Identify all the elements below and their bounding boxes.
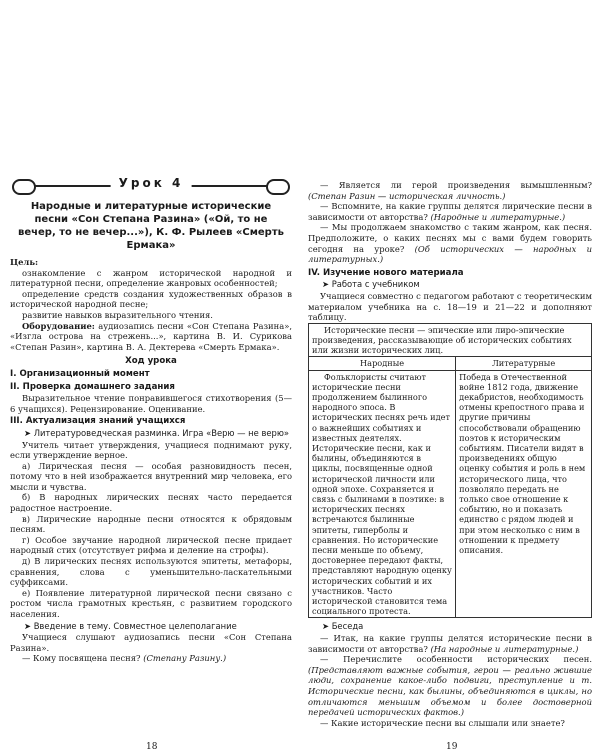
answer: (Народные и литературные.) <box>430 211 566 222</box>
question: — Вспомните, на какие группы делятся лирические песни в зависимости от авторства? <box>308 201 592 222</box>
table-cell-folk: Фольклористы считают исторические песни продолжением былинного народного эпоса. В исторических песнях речь идет о важнейших событиях и известных деятелях. Исторические песни, как и былины, объединяются в циклы, посвященные одной исторической личности или одной эпохе. Сохраняется и связь с былинами в поэтике: в исторических песнях встречаются былинные эпитеты, гиперболы и сравнения. Но исторические песни меньше по объему, достовернее передают факты, представляют народную оценку исторических событий и их участников. Часто исторической становится тема социального протеста. <box>309 370 456 618</box>
talk-heading: ➤ Беседа <box>322 621 364 632</box>
statement: д) В лирических песнях используются эпитеты, метафоры, сравнения, слова с уменьшительно-ласкательными суффиксами. <box>10 556 292 588</box>
intro-text: Учащиеся слушают аудиозапись песни «Сон Степана Разина». <box>10 632 292 653</box>
answer: (Степану Разину.) <box>143 653 227 664</box>
talk-label: Беседа <box>331 621 364 632</box>
question: — Кому посвящена песня? <box>22 653 141 664</box>
question: — Мы продолжаем знакомство с таким жанром, как песня. Предположите, о каких песнях мы с вами будем говорить сегодня на уроке? <box>308 222 592 254</box>
qa-line <box>308 633 592 654</box>
homework-text: Выразительное чтение понравившегося стихотворения (5—6 учащихся). Рецензирование. Оценивание. <box>10 393 292 414</box>
textbook-text: Учащиеся совместно с педагогом работают с теоретическим материалом учебника на с. 18—19 и 21—22 и дополняют таблицу. <box>308 290 592 323</box>
qa-line: — Какие исторические песни вы слышали или знаете? <box>320 717 565 728</box>
question: — Перечислите особенности исторических песен. <box>320 654 592 665</box>
warmup-label: Литературоведческая разминка. Игра «Верю — не верю» <box>33 427 290 438</box>
answer: (Представляют важные события, герои — реально жившие люди, сохранение какое-либо подвиги, преступление и т. Исторические песни, как былины, объединяются в циклы, но отличаются меньшим объемом и более достоверной передачей исторических фактов.) <box>308 664 592 718</box>
question: — Является ли герой произведения вымышленным? <box>320 180 592 190</box>
goal-item: определение средств создания художественных образов в исторической народной песне; <box>10 288 292 310</box>
qa-line <box>10 653 292 664</box>
course-heading: Ход урока <box>125 356 177 367</box>
statement: б) В народных лирических песнях часто передается радостное настроение. <box>10 492 292 514</box>
qa-line <box>308 180 592 201</box>
qa-line <box>308 201 592 222</box>
question: — Итак, на какие группы делятся исторические песни в зависимости от авторства? <box>308 633 592 654</box>
intro-heading: ➤ Введение в тему. Совместное целеполагание <box>24 620 237 631</box>
answer: (Степан Разин — историческая личность.) <box>308 190 506 201</box>
statement: е) Появление литературной лирической песни связано с ростом числа грамотных крестьян, с развитием городского населения. <box>10 587 292 619</box>
table-header-lit: Литературные <box>456 357 592 370</box>
statement: г) Особое звучание народной лирической песне придает народный стих (отсутствует рифма и деление на строфы). <box>10 534 292 556</box>
goal-heading: Цель: <box>10 257 39 267</box>
lesson-banner <box>10 178 292 196</box>
answer: (На народные и литературные.) <box>430 643 579 654</box>
warmup-text: Учитель читает утверждения, учащиеся поднимают руку, если утверждение верное. <box>10 439 292 461</box>
section-heading: I. Организационный момент <box>10 368 150 379</box>
equipment-text: аудиозапись песни «Сон Степана Разина», «Изгла острова на стрежень...», картина В. И. Сурикова «Степан Разин», картина В. А. Дектерева «Смерть Ермака». <box>10 320 292 352</box>
equipment <box>10 321 292 353</box>
statement: а) Лирическая песня — особая разновидность песен, потому что в ней изображается внутренний мир человека, его мысли и чувства. <box>10 460 292 492</box>
page-number-right: 19 <box>446 742 458 752</box>
lesson-label: Урок 4 <box>111 178 192 189</box>
goal-item: ознакомление с жанром исторической народной и литературной песни, определение жанровых особенностей; <box>10 267 292 289</box>
table-header-folk: Народные <box>309 357 456 370</box>
right-page <box>308 180 592 728</box>
qa-line <box>308 654 592 718</box>
section-heading: IV. Изучение нового материала <box>308 267 464 278</box>
banner-ornament-right <box>266 179 290 195</box>
section-heading: III. Актуализация знаний учащихся <box>10 416 186 427</box>
textbook-heading: ➤ Работа с учебником <box>322 279 420 290</box>
equipment-label: Оборудование: <box>22 320 95 331</box>
page-number-left: 18 <box>146 742 158 752</box>
warmup-heading: ➤ Литературоведческая разминка. Игра «Верю — не верю» <box>24 427 290 438</box>
lesson-title: Народные и литературные исторические песни «Сон Степана Разина» («Ой, то не вечер, то не вечер...»), К. Ф. Рылеев «Смерть Ермака» <box>18 201 284 251</box>
goal-item: развитие навыков выразительного чтения. <box>22 309 213 320</box>
intro-label: Введение в тему. Совместное целеполагание <box>33 620 237 631</box>
section-heading: II. Проверка домашнего задания <box>10 381 175 392</box>
history-songs-table <box>308 323 592 619</box>
statement: в) Лирические народные песни относятся к обрядовым песням. <box>10 513 292 535</box>
table-intro: Исторические песни — эпические или лиро-эпические произведения, рассказывающие об исторических событиях или жизни исторических лиц. <box>309 323 592 357</box>
answer: (Об исторических — народных и литературных.) <box>308 243 593 265</box>
textbook-label: Работа с учебником <box>331 279 420 290</box>
table-cell-lit: Победа в Отечественной войне 1812 года, движение декабристов, необходимость отмены крепостного права и другие причины способствовали обращению поэтов к историческим событиям. Писатели видят в произведениях общую оценку события и роль в нем исторического лица, что позволяло передать не только свое отношение к событию, но и показать единство с рядом людей и при этом несколько с ним в отношении к предмету описания. <box>456 370 592 618</box>
banner-ornament-left <box>12 179 36 195</box>
qa-line <box>308 222 592 264</box>
left-page <box>10 178 292 664</box>
